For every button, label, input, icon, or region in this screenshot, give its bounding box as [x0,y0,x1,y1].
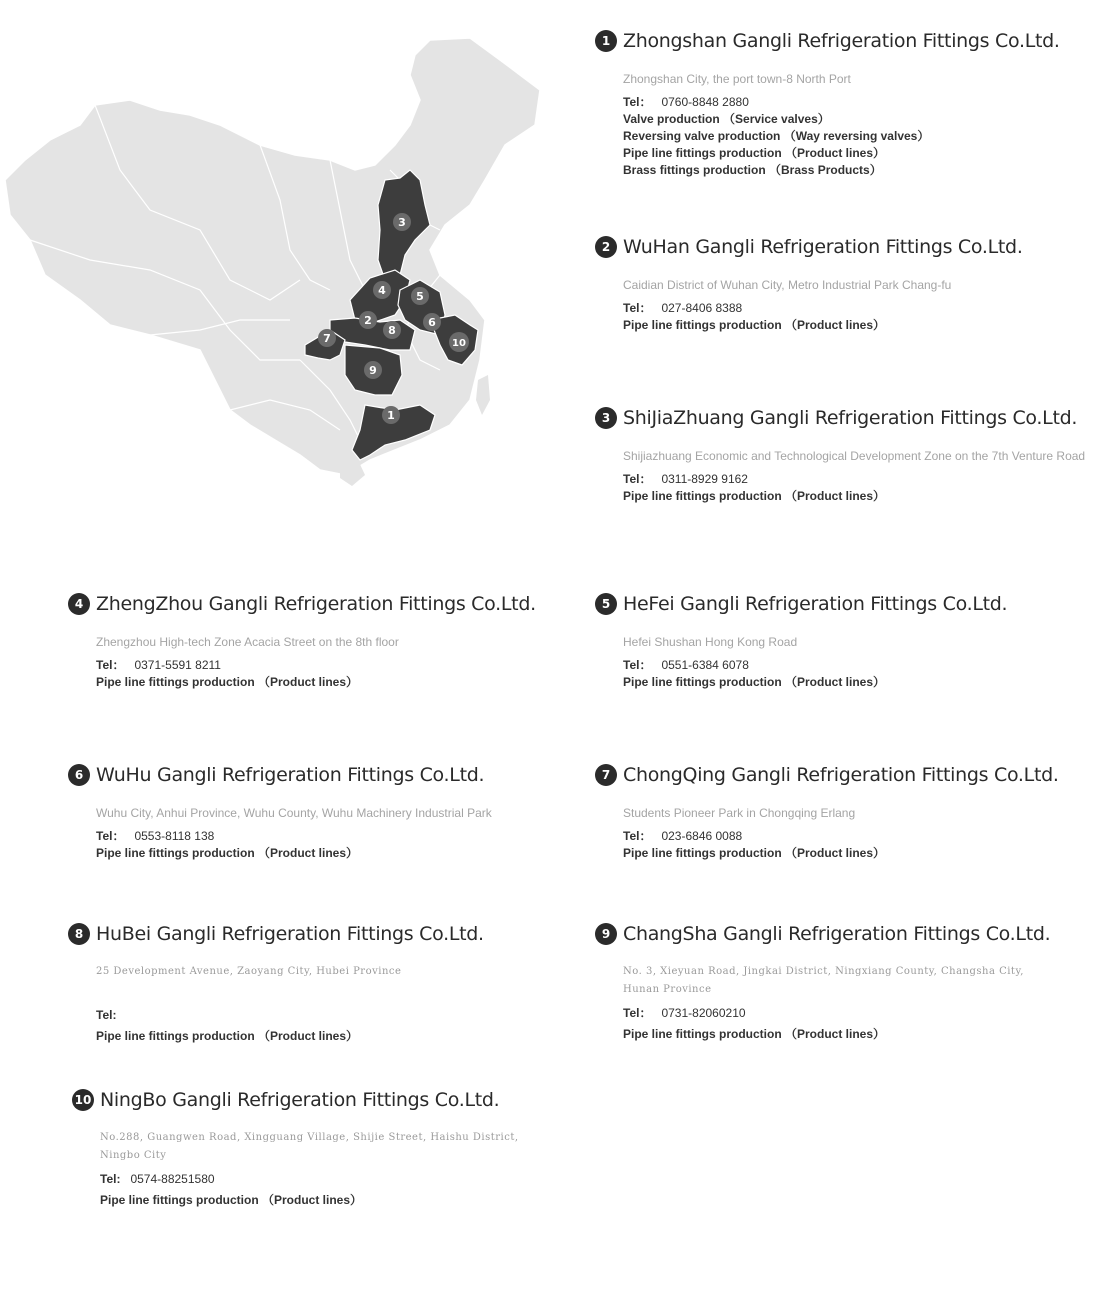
company-heading [595,30,1060,52]
product-line: Pipe line fittings production （Product lines） [623,318,886,332]
china-map [0,30,560,500]
company-heading [595,236,1023,258]
company-number-badge: 4 [68,593,90,615]
product-line: Pipe line fittings production （Product lines） [623,489,886,503]
company-heading [595,593,1007,615]
tel-value: 0731-82060210 [661,1006,746,1020]
company-number-badge: 8 [68,923,90,945]
product-line: Brass fittings production （Brass Products） [623,163,882,177]
tel-value: 0574-88251580 [130,1172,215,1186]
product-line: Pipe line fittings production （Product lines） [96,846,359,860]
svg-text:3: 3 [398,216,406,229]
tel-label: Tel: [96,1008,117,1022]
svg-text:10: 10 [452,338,466,349]
company-card [595,407,1085,505]
company-number-badge: 1 [595,30,617,52]
china-outline [5,38,540,475]
company-number-badge: 2 [595,236,617,258]
company-name: ZhengZhou Gangli Refrigeration Fittings Co.Ltd. [96,593,536,615]
svg-text:4: 4 [378,284,386,297]
company-address: Hefei Shushan Hong Kong Road [623,635,798,649]
marker-6[interactable] [423,313,441,331]
company-tel [623,471,1085,488]
product-line: Pipe line fittings production （Product lines） [96,1029,359,1043]
product-line: Pipe line fittings production （Product lines） [623,846,886,860]
svg-text:6: 6 [428,316,436,329]
company-heading [68,593,536,615]
tel-value: 0371-5591 8211 [134,658,221,672]
company-heading [595,923,1063,945]
company-tel [623,1005,1063,1022]
marker-1[interactable] [382,406,400,424]
svg-text:7: 7 [323,332,331,345]
company-card [595,923,1063,1043]
svg-text:8: 8 [388,324,396,337]
tel-label: Tel: [100,1172,121,1186]
marker-8[interactable] [383,321,401,339]
company-card [68,593,536,691]
tel-value: 0311-8929 9162 [661,472,748,486]
product-line: Pipe line fittings production （Product lines） [623,146,886,160]
tel-value: 027-8406 8388 [661,301,743,315]
marker-10[interactable] [449,332,469,352]
tel-value: 023-6846 0088 [661,829,743,843]
svg-text:9: 9 [369,364,377,377]
svg-text:1: 1 [387,409,395,422]
tel-label: Tel： [96,658,125,672]
tel-label: Tel： [623,829,652,843]
tel-label: Tel： [623,658,652,672]
company-address: Students Pioneer Park in Chongqing Erlang [623,806,856,820]
company-heading [72,1089,540,1111]
company-heading [595,407,1085,429]
company-card [595,764,1059,862]
tel-label: Tel： [623,95,652,109]
company-card [595,30,1060,179]
company-tel [96,828,492,845]
company-name: HuBei Gangli Refrigeration Fittings Co.Ltd. [96,923,484,945]
company-number-badge: 6 [68,764,90,786]
company-name: WuHu Gangli Refrigeration Fittings Co.Ltd. [96,764,485,786]
company-tel [96,1007,536,1024]
company-card [68,764,492,862]
marker-5[interactable] [411,287,429,305]
company-card [595,593,1007,691]
company-card [595,236,1023,334]
company-address: Caidian District of Wuhan City, Metro Industrial Park Chang-fu [623,278,952,292]
marker-9[interactable] [364,361,382,379]
company-tel [96,657,536,674]
company-number-badge: 7 [595,764,617,786]
company-address: No.288, Guangwen Road, Xingguang Village, Shijie Street, Haishu District, Ningbo City [100,1132,519,1161]
company-address: Wuhu City, Anhui Province, Wuhu County, Wuhu Machinery Industrial Park [96,806,492,820]
company-name: NingBo Gangli Refrigeration Fittings Co.Ltd. [100,1089,500,1111]
svg-text:2: 2 [364,314,372,327]
svg-text:5: 5 [416,290,424,303]
company-name: ChongQing Gangli Refrigeration Fittings Co.Ltd. [623,764,1059,786]
company-address: 25 Development Avenue, Zaoyang City, Hubei Province [96,966,402,977]
company-heading [595,764,1059,786]
tel-value: 0553-8118 138 [134,829,215,843]
company-number-badge: 9 [595,923,617,945]
company-number-badge: 5 [595,593,617,615]
product-line: Pipe line fittings production （Product lines） [623,1027,886,1041]
product-line: Pipe line fittings production （Product lines） [96,675,359,689]
company-tel [623,300,1023,317]
tel-label: Tel： [623,1006,652,1020]
marker-2[interactable] [359,311,377,329]
company-number-badge: 10 [72,1089,94,1111]
company-name: ChangSha Gangli Refrigeration Fittings Co.Ltd. [623,923,1051,945]
marker-4[interactable] [373,281,391,299]
product-line: Reversing valve production （Way reversing valves） [623,129,930,143]
company-heading [68,764,492,786]
company-heading [68,923,536,945]
company-tel [623,94,1060,111]
company-address: Zhongshan City, the port town-8 North Port [623,72,851,86]
company-name: HeFei Gangli Refrigeration Fittings Co.Ltd. [623,593,1008,615]
tel-label: Tel： [623,472,652,486]
product-line: Pipe line fittings production （Product lines） [100,1193,363,1207]
taiwan-island [476,375,490,415]
tel-label: Tel： [96,829,125,843]
company-tel [623,828,1059,845]
company-name: ShiJiaZhuang Gangli Refrigeration Fittings Co.Ltd. [623,407,1078,429]
company-name: WuHan Gangli Refrigeration Fittings Co.Ltd. [623,236,1023,258]
product-line: Pipe line fittings production （Product lines） [623,675,886,689]
marker-3[interactable] [393,213,411,231]
company-address: Zhengzhou High-tech Zone Acacia Street on the 8th floor [96,635,399,649]
tel-value: 0760-8848 2880 [661,95,749,109]
tel-label: Tel： [623,301,652,315]
product-line: Valve production （Service valves） [623,112,830,126]
company-tel [623,657,1007,674]
company-address: No. 3, Xieyuan Road, Jingkai District, Ningxiang County, Changsha City, Hunan Province [623,966,1024,995]
tel-value: 0551-6384 6078 [661,658,749,672]
company-number-badge: 3 [595,407,617,429]
company-card [68,923,536,1045]
company-address: Shijiazhuang Economic and Technological Development Zone on the 7th Venture Road [623,449,1086,463]
company-tel [100,1171,540,1188]
marker-7[interactable] [318,329,336,347]
company-card [72,1089,540,1209]
company-name: Zhongshan Gangli Refrigeration Fittings Co.Ltd. [623,30,1060,52]
